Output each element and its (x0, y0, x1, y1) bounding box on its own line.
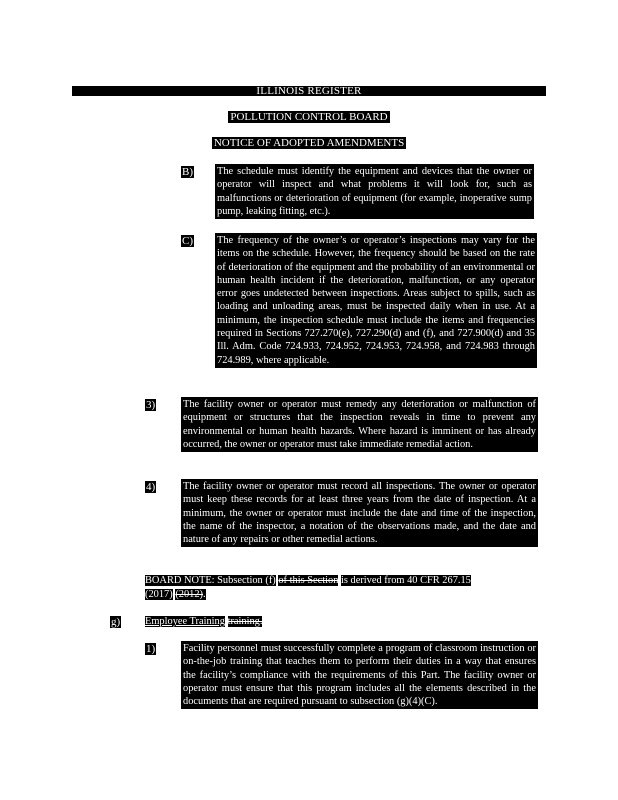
item-b-label: B) (182, 166, 193, 178)
item-3-label: 3) (146, 399, 156, 411)
item-b-text: The schedule must identify the equipment and devices that the owner or operator will inspect and what problems it will look for, such as malfunctions or deterioration of equipment (for example, inoperative sump pump, leaking fitting, etc.). (215, 164, 534, 219)
board-note-period: . (203, 589, 206, 600)
board-note-deleted-year: (2012) (175, 589, 204, 600)
board-note-deleted-text: of this Section (278, 575, 339, 586)
board-note-line-2 (145, 588, 206, 601)
section-g-title: Employee Training (145, 616, 225, 627)
register-title: ILLINOIS REGISTER (256, 85, 362, 97)
item-c-text: The frequency of the owner’s or operator’s inspections may vary for the items on the schedule. However, the frequency should be based on the rate of deterioration of the equipment and the probability of an environmental or human health incident if the deterioration, malfunction, or any operator error goes undetected between inspections. Areas subject to spills, such as loading and unloading areas, must be inspected daily when in use. At a minimum, the inspection schedule must include the items and frequencies required in Sections 727.270(e), 727.290(d) and (f), and 727.900(d) and 35 Ill. Adm. Code 724.933, 724.952, 724.953, 724.958, and 724.983 through 724.989, where applicable. (215, 233, 537, 368)
board-title: POLLUTION CONTROL BOARD (230, 111, 388, 123)
notice-heading (0, 137, 618, 149)
board-note-line-1-pre: BOARD NOTE: Subsection (f) (145, 575, 276, 586)
notice-title: NOTICE OF ADOPTED AMENDMENTS (213, 137, 405, 149)
board-note-line-1-post: is derived from 40 CFR 267.15 (341, 575, 471, 586)
item-4-text: The facility owner or operator must record all inspections. The owner or operator must keep these records for at least three years from the date of inspection. At a minimum, the owner or operator must include the date and time of the inspection, the name of the inspector, a notation of the observations made, and the date and nature of any repairs or other remedial actions. (181, 479, 538, 547)
section-g-heading (145, 615, 262, 628)
item-g1-label: 1) (146, 643, 156, 655)
section-g-deleted-text: training. (227, 616, 263, 627)
board-note-line-1 (145, 574, 471, 587)
section-g-label: g) (111, 616, 121, 628)
board-note-year: (2017) (145, 589, 173, 600)
item-g1-text: Facility personnel must successfully complete a program of classroom instruction or on-the-job training that teaches them to perform their duties in a way that ensures the facility’s compliance with the requirements of this Part. The facility owner or operator must ensure that this program includes all the elements described in the documents that are required pursuant to subsection (g)(4)(C). (181, 641, 538, 709)
board-heading (0, 111, 618, 123)
item-3-text: The facility owner or operator must remedy any deterioration or malfunction of equipment or structures that the inspection reveals in time to prevent any environmental or human health hazards. Where hazard is imminent or has already occurred, the owner or operator must take immediate remedial action. (181, 397, 538, 452)
register-header (72, 86, 546, 96)
item-4-label: 4) (146, 481, 156, 493)
item-c-label: C) (182, 235, 193, 247)
